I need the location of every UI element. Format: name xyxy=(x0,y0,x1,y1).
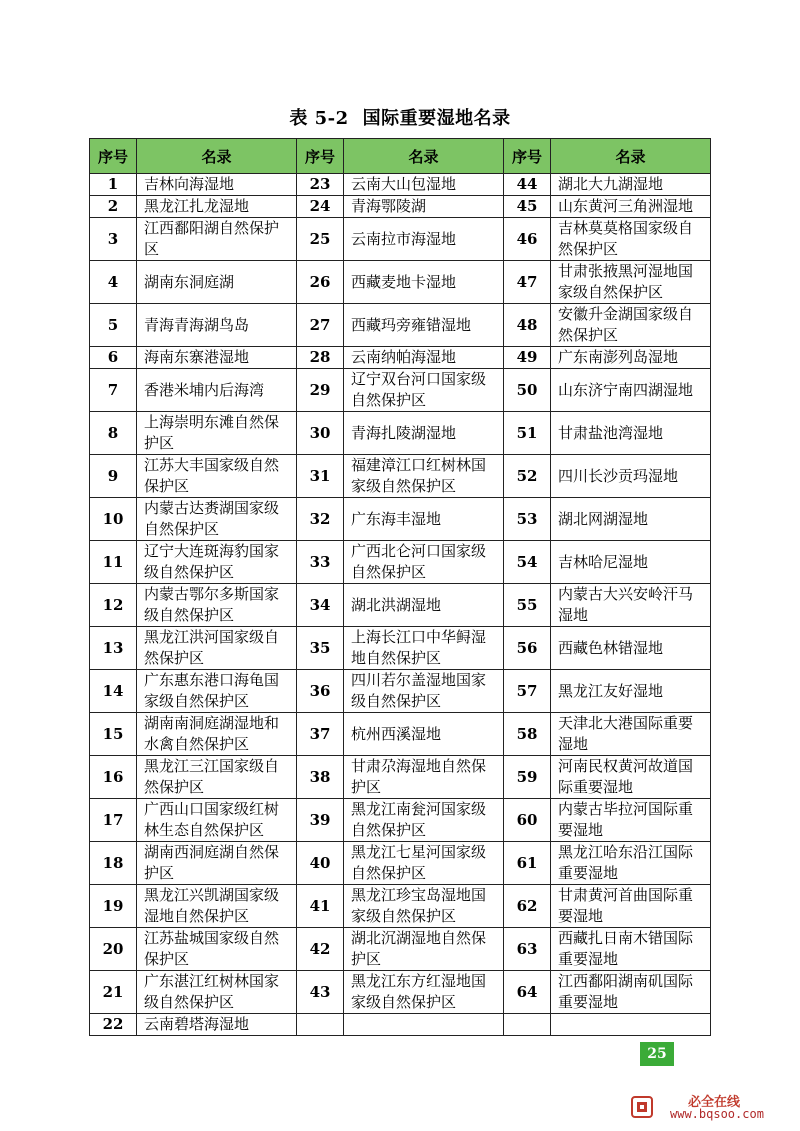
row-seq-number: 63 xyxy=(504,928,551,971)
table-row xyxy=(90,842,711,885)
wetland-name: 福建漳江口红树林国家级自然保护区 xyxy=(344,455,504,498)
wetland-name: 黑龙江洪河国家级自然保护区 xyxy=(137,627,297,670)
table-row xyxy=(90,713,711,756)
wetland-name: 黑龙江珍宝岛湿地国家级自然保护区 xyxy=(344,885,504,928)
wetland-name: 湖南西洞庭湖自然保护区 xyxy=(137,842,297,885)
wetland-name: 云南拉市海湿地 xyxy=(344,218,504,261)
row-seq-number: 64 xyxy=(504,971,551,1014)
row-seq-number: 12 xyxy=(90,584,137,627)
row-seq-number: 17 xyxy=(90,799,137,842)
row-seq-number: 2 xyxy=(90,196,137,218)
table-header-row xyxy=(90,139,711,174)
wetland-name: 青海青海湖鸟岛 xyxy=(137,304,297,347)
row-seq-number: 34 xyxy=(297,584,344,627)
row-seq-number: 14 xyxy=(90,670,137,713)
table-row xyxy=(90,670,711,713)
wetland-name: 山东济宁南四湖湿地 xyxy=(551,369,711,412)
wetland-name: 湖南南洞庭湖湿地和水禽自然保护区 xyxy=(137,713,297,756)
wetland-name: 湖南东洞庭湖 xyxy=(137,261,297,304)
row-seq-number: 50 xyxy=(504,369,551,412)
row-seq-number: 52 xyxy=(504,455,551,498)
wetland-name: 江西鄱阳湖南矶国际重要湿地 xyxy=(551,971,711,1014)
table-row xyxy=(90,971,711,1014)
wetland-name: 江苏大丰国家级自然保护区 xyxy=(137,455,297,498)
wetland-name: 内蒙古毕拉河国际重要湿地 xyxy=(551,799,711,842)
wetland-name: 湖北网湖湿地 xyxy=(551,498,711,541)
wetland-name: 吉林莫莫格国家级自然保护区 xyxy=(551,218,711,261)
wetland-name: 黑龙江扎龙湿地 xyxy=(137,196,297,218)
row-seq-number: 58 xyxy=(504,713,551,756)
row-seq-number: 8 xyxy=(90,412,137,455)
table-row xyxy=(90,541,711,584)
row-seq-number: 43 xyxy=(297,971,344,1014)
row-seq-number: 35 xyxy=(297,627,344,670)
row-seq-number: 47 xyxy=(504,261,551,304)
watermark-brand: 必全在线 xyxy=(688,1095,741,1110)
row-seq-number: 41 xyxy=(297,885,344,928)
row-seq-number: 45 xyxy=(504,196,551,218)
table-caption xyxy=(0,104,800,130)
row-seq-number: 25 xyxy=(297,218,344,261)
table-row xyxy=(90,174,711,196)
wetland-name: 杭州西溪湿地 xyxy=(344,713,504,756)
table-row xyxy=(90,1014,711,1036)
row-seq-number: 60 xyxy=(504,799,551,842)
row-seq-number: 61 xyxy=(504,842,551,885)
wetland-list-table xyxy=(89,138,711,1036)
wetland-name: 湖北沉湖湿地自然保护区 xyxy=(344,928,504,971)
wetland-name: 江西鄱阳湖自然保护区 xyxy=(137,218,297,261)
wetland-name: 上海崇明东滩自然保护区 xyxy=(137,412,297,455)
header-seq: 序号 xyxy=(504,139,551,174)
table-row xyxy=(90,261,711,304)
wetland-name xyxy=(344,1014,504,1036)
wetland-name: 西藏麦地卡湿地 xyxy=(344,261,504,304)
wetland-name: 广东惠东港口海龟国家级自然保护区 xyxy=(137,670,297,713)
row-seq-number: 49 xyxy=(504,347,551,369)
row-seq-number xyxy=(504,1014,551,1036)
row-seq-number: 39 xyxy=(297,799,344,842)
row-seq-number: 40 xyxy=(297,842,344,885)
wetland-name: 黑龙江兴凯湖国家级湿地自然保护区 xyxy=(137,885,297,928)
wetland-name: 云南纳帕海湿地 xyxy=(344,347,504,369)
wetland-name: 黑龙江三江国家级自然保护区 xyxy=(137,756,297,799)
row-seq-number: 48 xyxy=(504,304,551,347)
wetland-name: 云南大山包湿地 xyxy=(344,174,504,196)
row-seq-number: 9 xyxy=(90,455,137,498)
table-row xyxy=(90,347,711,369)
row-seq-number: 56 xyxy=(504,627,551,670)
wetland-name: 黑龙江南瓮河国家级自然保护区 xyxy=(344,799,504,842)
wetland-name: 黑龙江七星河国家级自然保护区 xyxy=(344,842,504,885)
row-seq-number: 32 xyxy=(297,498,344,541)
brand-logo-icon xyxy=(630,1095,654,1119)
row-seq-number: 23 xyxy=(297,174,344,196)
header-name: 名录 xyxy=(551,139,711,174)
header-seq: 序号 xyxy=(297,139,344,174)
wetland-name: 广西山口国家级红树林生态自然保护区 xyxy=(137,799,297,842)
wetland-name: 吉林哈尼湿地 xyxy=(551,541,711,584)
header-name: 名录 xyxy=(137,139,297,174)
wetland-name xyxy=(551,1014,711,1036)
row-seq-number: 20 xyxy=(90,928,137,971)
wetland-name: 河南民权黄河故道国际重要湿地 xyxy=(551,756,711,799)
row-seq-number: 44 xyxy=(504,174,551,196)
row-seq-number: 16 xyxy=(90,756,137,799)
row-seq-number: 24 xyxy=(297,196,344,218)
row-seq-number: 19 xyxy=(90,885,137,928)
table-row xyxy=(90,218,711,261)
wetland-name: 安徽升金湖国家级自然保护区 xyxy=(551,304,711,347)
row-seq-number: 30 xyxy=(297,412,344,455)
row-seq-number xyxy=(297,1014,344,1036)
wetland-name: 广东海丰湿地 xyxy=(344,498,504,541)
wetland-name: 吉林向海湿地 xyxy=(137,174,297,196)
row-seq-number: 5 xyxy=(90,304,137,347)
wetland-name: 云南碧塔海湿地 xyxy=(137,1014,297,1036)
table-row xyxy=(90,627,711,670)
row-seq-number: 1 xyxy=(90,174,137,196)
wetland-name: 甘肃张掖黑河湿地国家级自然保护区 xyxy=(551,261,711,304)
wetland-name: 青海扎陵湖湿地 xyxy=(344,412,504,455)
wetland-name: 内蒙古大兴安岭汗马湿地 xyxy=(551,584,711,627)
wetland-name: 上海长江口中华鲟湿地自然保护区 xyxy=(344,627,504,670)
wetland-name: 山东黄河三角洲湿地 xyxy=(551,196,711,218)
row-seq-number: 10 xyxy=(90,498,137,541)
wetland-name: 甘肃尕海湿地自然保护区 xyxy=(344,756,504,799)
watermark-url: www.bqsoo.com xyxy=(670,1107,764,1121)
wetland-name: 黑龙江东方红湿地国家级自然保护区 xyxy=(344,971,504,1014)
row-seq-number: 27 xyxy=(297,304,344,347)
row-seq-number: 28 xyxy=(297,347,344,369)
wetland-name: 广东南澎列岛湿地 xyxy=(551,347,711,369)
table-row xyxy=(90,498,711,541)
row-seq-number: 31 xyxy=(297,455,344,498)
row-seq-number: 62 xyxy=(504,885,551,928)
row-seq-number: 6 xyxy=(90,347,137,369)
row-seq-number: 11 xyxy=(90,541,137,584)
wetland-name: 海南东寨港湿地 xyxy=(137,347,297,369)
row-seq-number: 53 xyxy=(504,498,551,541)
table-row xyxy=(90,412,711,455)
wetland-name: 内蒙古达赉湖国家级自然保护区 xyxy=(137,498,297,541)
row-seq-number: 59 xyxy=(504,756,551,799)
wetland-name: 江苏盐城国家级自然保护区 xyxy=(137,928,297,971)
row-seq-number: 38 xyxy=(297,756,344,799)
wetland-name: 四川若尔盖湿地国家级自然保护区 xyxy=(344,670,504,713)
row-seq-number: 15 xyxy=(90,713,137,756)
row-seq-number: 57 xyxy=(504,670,551,713)
row-seq-number: 13 xyxy=(90,627,137,670)
table-row xyxy=(90,928,711,971)
wetland-name: 广东湛江红树林国家级自然保护区 xyxy=(137,971,297,1014)
caption-number: 表 5-2 xyxy=(289,108,349,129)
row-seq-number: 26 xyxy=(297,261,344,304)
caption-text: 国际重要湿地名录 xyxy=(362,108,511,129)
wetland-name: 西藏扎日南木错国际重要湿地 xyxy=(551,928,711,971)
row-seq-number: 42 xyxy=(297,928,344,971)
table-row xyxy=(90,304,711,347)
row-seq-number: 55 xyxy=(504,584,551,627)
header-name: 名录 xyxy=(344,139,504,174)
table-row xyxy=(90,196,711,218)
row-seq-number: 7 xyxy=(90,369,137,412)
wetland-name: 辽宁大连斑海豹国家级自然保护区 xyxy=(137,541,297,584)
header-seq: 序号 xyxy=(90,139,137,174)
row-seq-number: 21 xyxy=(90,971,137,1014)
table-row xyxy=(90,756,711,799)
row-seq-number: 3 xyxy=(90,218,137,261)
wetland-name: 西藏色林错湿地 xyxy=(551,627,711,670)
page-number: 25 xyxy=(640,1042,674,1066)
wetland-name: 香港米埔内后海湾 xyxy=(137,369,297,412)
row-seq-number: 29 xyxy=(297,369,344,412)
wetland-name: 青海鄂陵湖 xyxy=(344,196,504,218)
row-seq-number: 54 xyxy=(504,541,551,584)
wetland-name: 黑龙江哈东沿江国际重要湿地 xyxy=(551,842,711,885)
table-row xyxy=(90,455,711,498)
row-seq-number: 36 xyxy=(297,670,344,713)
wetland-name: 广西北仑河口国家级自然保护区 xyxy=(344,541,504,584)
table-row xyxy=(90,369,711,412)
watermark-logo xyxy=(630,1093,780,1123)
wetland-name: 四川长沙贡玛湿地 xyxy=(551,455,711,498)
row-seq-number: 37 xyxy=(297,713,344,756)
table-row xyxy=(90,885,711,928)
wetland-name: 湖北洪湖湿地 xyxy=(344,584,504,627)
wetland-name: 湖北大九湖湿地 xyxy=(551,174,711,196)
row-seq-number: 51 xyxy=(504,412,551,455)
wetland-name: 甘肃盐池湾湿地 xyxy=(551,412,711,455)
wetland-name: 黑龙江友好湿地 xyxy=(551,670,711,713)
row-seq-number: 18 xyxy=(90,842,137,885)
wetland-name: 辽宁双台河口国家级自然保护区 xyxy=(344,369,504,412)
row-seq-number: 4 xyxy=(90,261,137,304)
wetland-name: 内蒙古鄂尔多斯国家级自然保护区 xyxy=(137,584,297,627)
row-seq-number: 46 xyxy=(504,218,551,261)
wetland-name: 西藏玛旁雍错湿地 xyxy=(344,304,504,347)
table-row xyxy=(90,584,711,627)
wetland-name: 甘肃黄河首曲国际重要湿地 xyxy=(551,885,711,928)
table-row xyxy=(90,799,711,842)
row-seq-number: 33 xyxy=(297,541,344,584)
wetland-name: 天津北大港国际重要湿地 xyxy=(551,713,711,756)
row-seq-number: 22 xyxy=(90,1014,137,1036)
